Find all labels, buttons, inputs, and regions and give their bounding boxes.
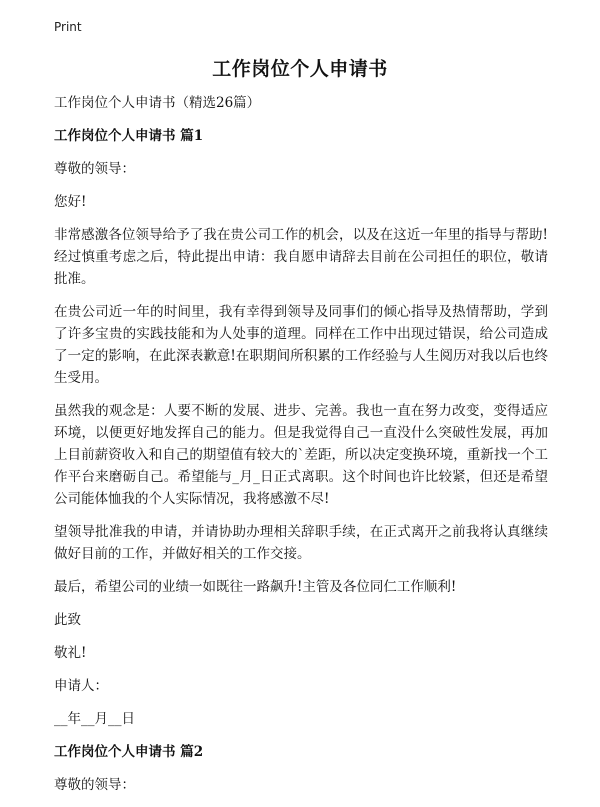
print-link[interactable]: Print xyxy=(54,20,82,34)
greeting: 您好! xyxy=(54,194,87,210)
salutation-2: 尊敬的领导： xyxy=(54,777,135,793)
paragraph-5: 最后，希望公司的业绩一如既往一路飙升!主管及各位同仁工作顺利! xyxy=(54,579,457,595)
page-title: 工作岗位个人申请书 xyxy=(212,58,388,80)
closing-line-2: 敬礼! xyxy=(54,645,87,661)
paragraph-4: 望领导批准我的申请，并请协助办理相关辞职手续，在正式离开之前我将认真继续做好目前的工作，并做好相关的工作交接。 xyxy=(54,524,548,562)
section-heading-1: 工作岗位个人申请书 篇1 xyxy=(54,128,204,144)
closing-line-1: 此致 xyxy=(54,612,81,628)
signature-label: 申请人： xyxy=(54,678,108,694)
document-subtitle: 工作岗位个人申请书（精选26篇） xyxy=(54,95,261,111)
salutation: 尊敬的领导： xyxy=(54,161,135,177)
paragraph-1: 非常感激各位领导给予了我在贵公司工作的机会，以及在这近一年里的指导与帮助!经过慎重考虑之后，特此提出申请：我自愿申请辞去目前在公司担任的职位，敬请批准。 xyxy=(54,227,548,287)
date-line: __年__月__日 xyxy=(54,711,135,727)
section-heading-2: 工作岗位个人申请书 篇2 xyxy=(54,744,204,760)
paragraph-2: 在贵公司近一年的时间里，我有幸得到领导及同事们的倾心指导及热情帮助，学到了许多宝贵的实践技能和为人处事的道理。同样在工作中出现过错误，给公司造成了一定的影响，在此深表歉意!在职期间所积累的工作经验与人生阅历对我以后也终生受用。 xyxy=(54,304,548,386)
document-body xyxy=(54,92,548,807)
paragraph-3: 虽然我的观念是：人要不断的发展、进步、完善。我也一直在努力改变，变得适应环境，以便更好地发挥自己的能力。但是我觉得自己一直没什么突破性发展，再加上目前薪资收入和自己的期望值有较大的`差距，所以决定变换环境，重新找一个工作平台来磨砺自己。希望能与_月_日正式离职。这个时间也许比较紧，但还是希望公司能体恤我的个人实际情况，我将感激不尽! xyxy=(54,403,548,507)
